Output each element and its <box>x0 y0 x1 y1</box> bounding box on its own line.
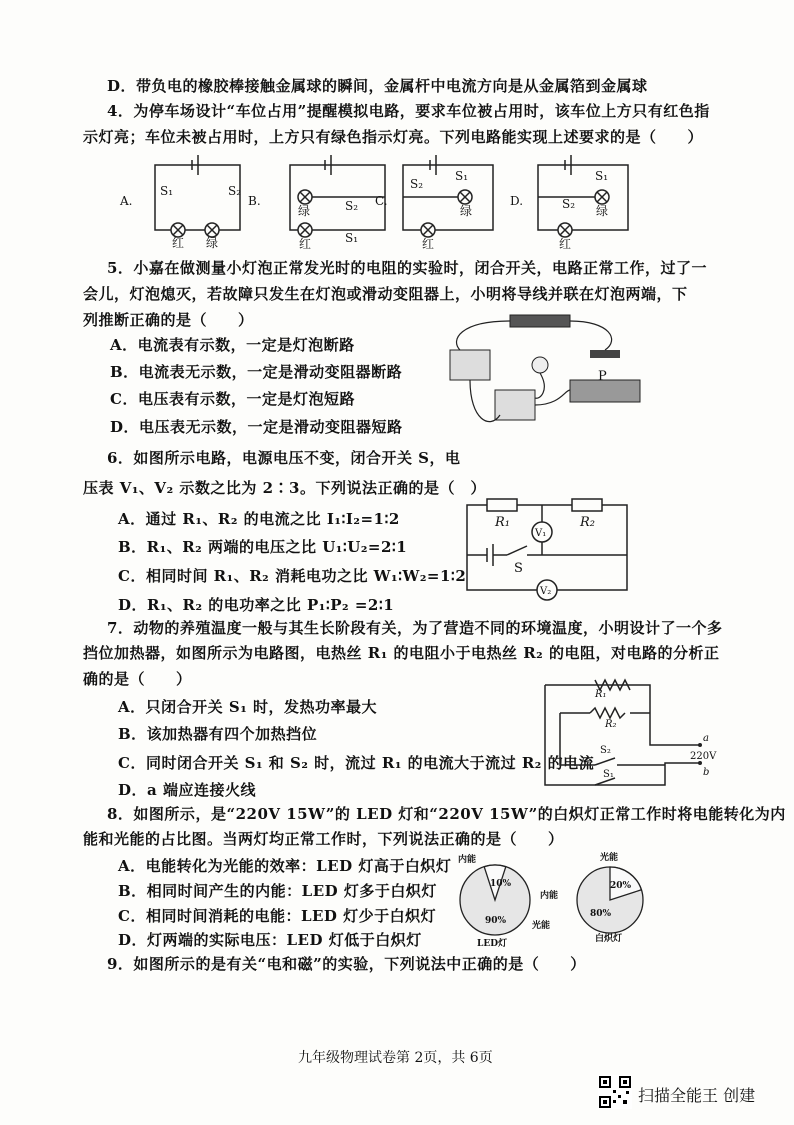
q6-label-v2: V₂ <box>540 586 552 597</box>
q7-label-a: a <box>703 733 709 744</box>
q6-option-b: B．R₁、R₂ 两端的电压之比 U₁∶U₂=2∶1 <box>118 538 408 556</box>
q4-label-d: D. <box>510 194 524 208</box>
q4-label-s1-b: S₁ <box>345 231 359 245</box>
q4-label-s1-c: S₁ <box>455 169 469 183</box>
q4-label-green-a: 绿 <box>206 236 219 250</box>
q7-option-a: A．只闭合开关 S₁ 时，发热功率最大 <box>118 698 377 716</box>
q4-label-c: C. <box>375 194 388 208</box>
q8-option-b: B．相同时间产生的内能：LED 灯多于白炽灯 <box>118 882 437 900</box>
q7-label-s1: S₁ <box>603 769 614 780</box>
q4-label-a: A. <box>120 194 133 208</box>
q4-label-s2-b: S₂ <box>345 199 359 213</box>
q5-option-c: C．电压表有示数，一定是灯泡短路 <box>110 390 355 408</box>
q4-label-red-c: 红 <box>422 237 435 250</box>
q8-stem-line1: 8．如图所示，是“220V 15W”的 LED 灯和“220V 15W”的白炽灯正常工作时将电能转化为内 <box>107 805 786 823</box>
q6-option-c: C．相同时间 R₁、R₂ 消耗电功之比 W₁∶W₂=1∶2 <box>118 567 467 585</box>
q6-option-d: D．R₁、R₂ 的电功率之比 P₁∶P₂ =2∶1 <box>118 596 395 614</box>
q7-circuit-diagram <box>535 675 735 795</box>
q7-option-d: D．a 端应连接火线 <box>118 781 256 799</box>
q4-label-s2-a: S₂ <box>228 184 242 198</box>
incandescent-name-label: 白炽灯 <box>595 934 623 944</box>
incandescent-light-label: 光能 <box>600 853 619 863</box>
q6-label-s: S <box>514 561 523 576</box>
q4-label-red-b: 红 <box>299 237 312 250</box>
q5-option-d: D．电压表无示数，一定是滑动变阻器短路 <box>110 418 403 436</box>
q8-stem-line2: 能和光能的占比图。当两灯均正常工作时，下列说法正确的是（ ） <box>83 830 564 848</box>
q7-label-s2: S₂ <box>600 745 611 756</box>
q4-stem-line1: 4．为停车场设计“车位占用”提醒模拟电路，要求车位被占用时，该车位上方只有红色指 <box>107 102 710 120</box>
q4-label-red-d: 红 <box>559 237 572 250</box>
q7-label-r1: R₁ <box>595 689 607 700</box>
q5-option-b: B．电流表无示数，一定是滑动变阻器断路 <box>110 363 403 381</box>
q6-label-r1: R₁ <box>495 515 510 530</box>
q4-label-b: B. <box>248 194 261 208</box>
qr-code-icon <box>598 1075 632 1109</box>
q4-label-green-d: 绿 <box>596 204 609 218</box>
q4-stem-line2: 示灯亮；车位未被占用时，上方只有绿色指示灯亮。下列电路能实现上述要求的是（ ） <box>83 128 704 146</box>
q5-stem-line3: 列推断正确的是（ ） <box>83 311 254 329</box>
q4-label-s1-a: S₁ <box>160 184 174 198</box>
q7-stem-line3: 确的是（ ） <box>83 670 192 688</box>
incandescent-big-pct-label: 80% <box>590 909 612 919</box>
q5-stem-line1: 5．小嘉在做测量小灯泡正常发光时的电阻的实验时，闭合开关，电路正常工作，过了一 <box>107 259 707 277</box>
incandescent-heat-label: 内能 <box>540 891 559 901</box>
q7-option-c: C．同时闭合开关 S₁ 和 S₂ 时，流过 R₁ 的电流大于流过 R₂ 的电流 <box>118 754 595 772</box>
q5-stem-line2: 会儿，灯泡熄灭，若故障只发生在灯泡或滑动变阻器上，小明将导线并联在灯泡两端，下 <box>83 285 688 303</box>
q5-apparatus-image <box>440 310 670 440</box>
q5-slider-label: P <box>598 369 607 384</box>
q6-stem-line2: 压表 V₁、V₂ 示数之比为 2∶3。下列说法正确的是（ ） <box>83 479 486 497</box>
q8-option-d: D．灯两端的实际电压：LED 灯低于白炽灯 <box>118 931 422 949</box>
q3-option-d: D．带负电的橡胶棒接触金属球的瞬间，金属杆中电流方向是从金属箔到金属球 <box>107 77 648 95</box>
q4-label-green-b: 绿 <box>298 204 311 218</box>
q8-option-c: C．相同时间消耗的电能：LED 灯少于白炽灯 <box>118 907 437 925</box>
q8-pie-charts <box>440 848 660 948</box>
q7-stem-line1: 7．动物的养殖温度一般与其生长阶段有关，为了营造不同的环境温度，小明设计了一个多 <box>107 619 723 637</box>
q4-label-s2-c: S₂ <box>410 177 424 191</box>
led-light-label: 光能 <box>532 921 551 931</box>
q6-circuit-diagram <box>462 490 642 610</box>
led-heat-label: 内能 <box>458 855 477 865</box>
q7-label-b: b <box>703 767 710 778</box>
led-small-pct-label: 10% <box>490 879 512 889</box>
q4-label-red-a: 红 <box>172 236 185 250</box>
incandescent-small-pct-label: 20% <box>610 881 632 891</box>
page-footer: 九年级物理试卷第 2页，共 6页 <box>298 1050 493 1066</box>
q4-circuit-diagrams <box>110 150 650 250</box>
q9-stem: 9．如图所示的是有关“电和磁”的实验，下列说法中正确的是（ ） <box>107 955 586 973</box>
q7-label-r2: R₂ <box>605 719 617 730</box>
q6-label-v1: V₁ <box>535 528 547 539</box>
q8-option-a: A．电能转化为光能的效率：LED 灯高于白炽灯 <box>118 857 452 875</box>
q4-label-s1-d: S₁ <box>595 169 609 183</box>
q5-option-a: A．电流表有示数，一定是灯泡断路 <box>110 336 355 354</box>
q6-label-r2: R₂ <box>580 515 595 530</box>
led-name-label: LED灯 <box>477 939 507 948</box>
led-big-pct-label: 90% <box>485 916 507 926</box>
q6-option-a: A．通过 R₁、R₂ 的电流之比 I₁∶I₂=1∶2 <box>118 510 400 528</box>
q4-label-s2-d: S₂ <box>562 197 576 211</box>
scanner-watermark: 扫描全能王 创建 <box>638 1086 756 1105</box>
q7-option-b: B．该加热器有四个加热挡位 <box>118 725 318 743</box>
q4-label-green-c: 绿 <box>460 204 473 218</box>
q6-stem-line1: 6．如图所示电路，电源电压不变，闭合开关 S，电 <box>107 449 461 467</box>
q7-stem-line2: 挡位加热器，如图所示为电路图，电热丝 R₁ 的电阻小于电热丝 R₂ 的电阻，对电路的分析正 <box>83 644 720 662</box>
q7-label-220v: 220V <box>690 751 717 762</box>
